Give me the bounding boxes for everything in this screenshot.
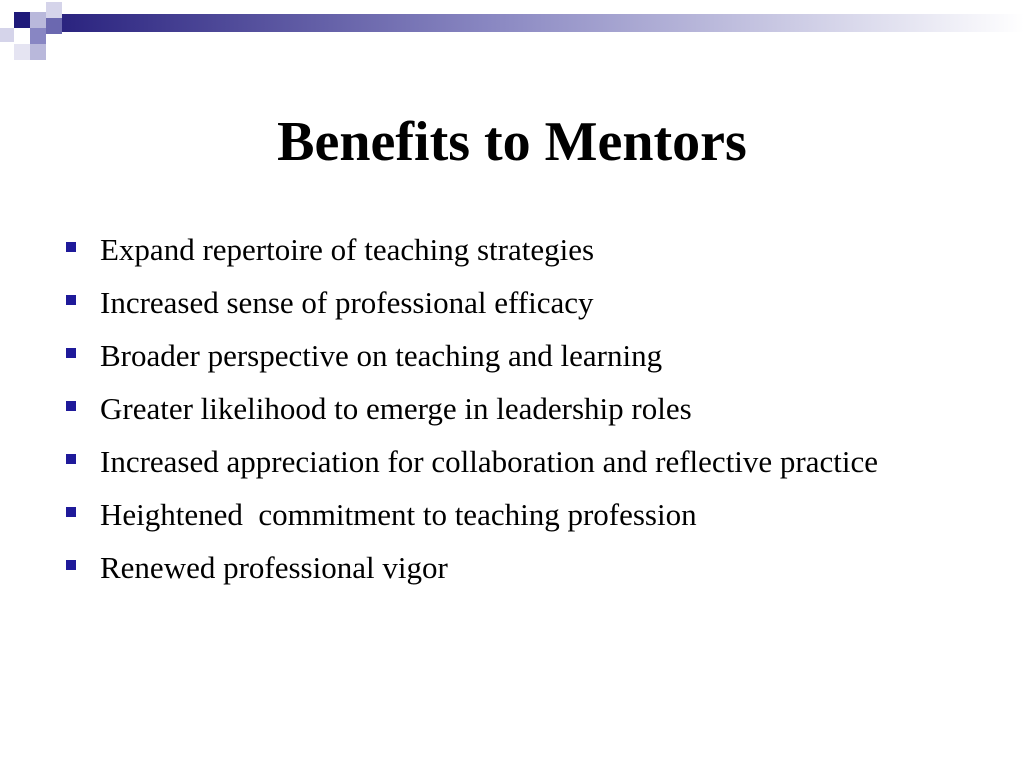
square-bullet-icon	[66, 295, 76, 305]
bullet-item	[62, 281, 942, 324]
square-bullet-icon	[66, 454, 76, 464]
square-bullet-icon	[66, 560, 76, 570]
square-bullet-icon	[66, 401, 76, 411]
bullet-item	[62, 440, 942, 483]
square-bullet-icon	[66, 348, 76, 358]
gradient-band	[60, 14, 1024, 32]
bullet-text: Greater likelihood to emerge in leadership roles	[100, 391, 692, 426]
bullet-text: Increased sense of professional efficacy	[100, 285, 594, 320]
bullet-text: Broader perspective on teaching and learning	[100, 338, 663, 373]
square-bullet-icon	[66, 242, 76, 252]
bullet-text: Heightened commitment to teaching profession	[100, 497, 697, 532]
bullet-item	[62, 546, 942, 589]
checker-squares-icon	[0, 2, 62, 60]
header-decoration-bar	[0, 0, 1024, 62]
bullet-text: Renewed professional vigor	[100, 550, 448, 585]
bullet-item	[62, 387, 942, 430]
bullet-list	[62, 228, 942, 599]
bullet-text: Expand repertoire of teaching strategies	[100, 232, 595, 267]
bullet-item	[62, 228, 942, 271]
bullet-item	[62, 493, 942, 536]
bullet-item	[62, 334, 942, 377]
bullet-text: Increased appreciation for collaboration and reflective practice	[100, 444, 879, 479]
slide-title: Benefits to Mentors	[277, 111, 747, 173]
square-bullet-icon	[66, 507, 76, 517]
